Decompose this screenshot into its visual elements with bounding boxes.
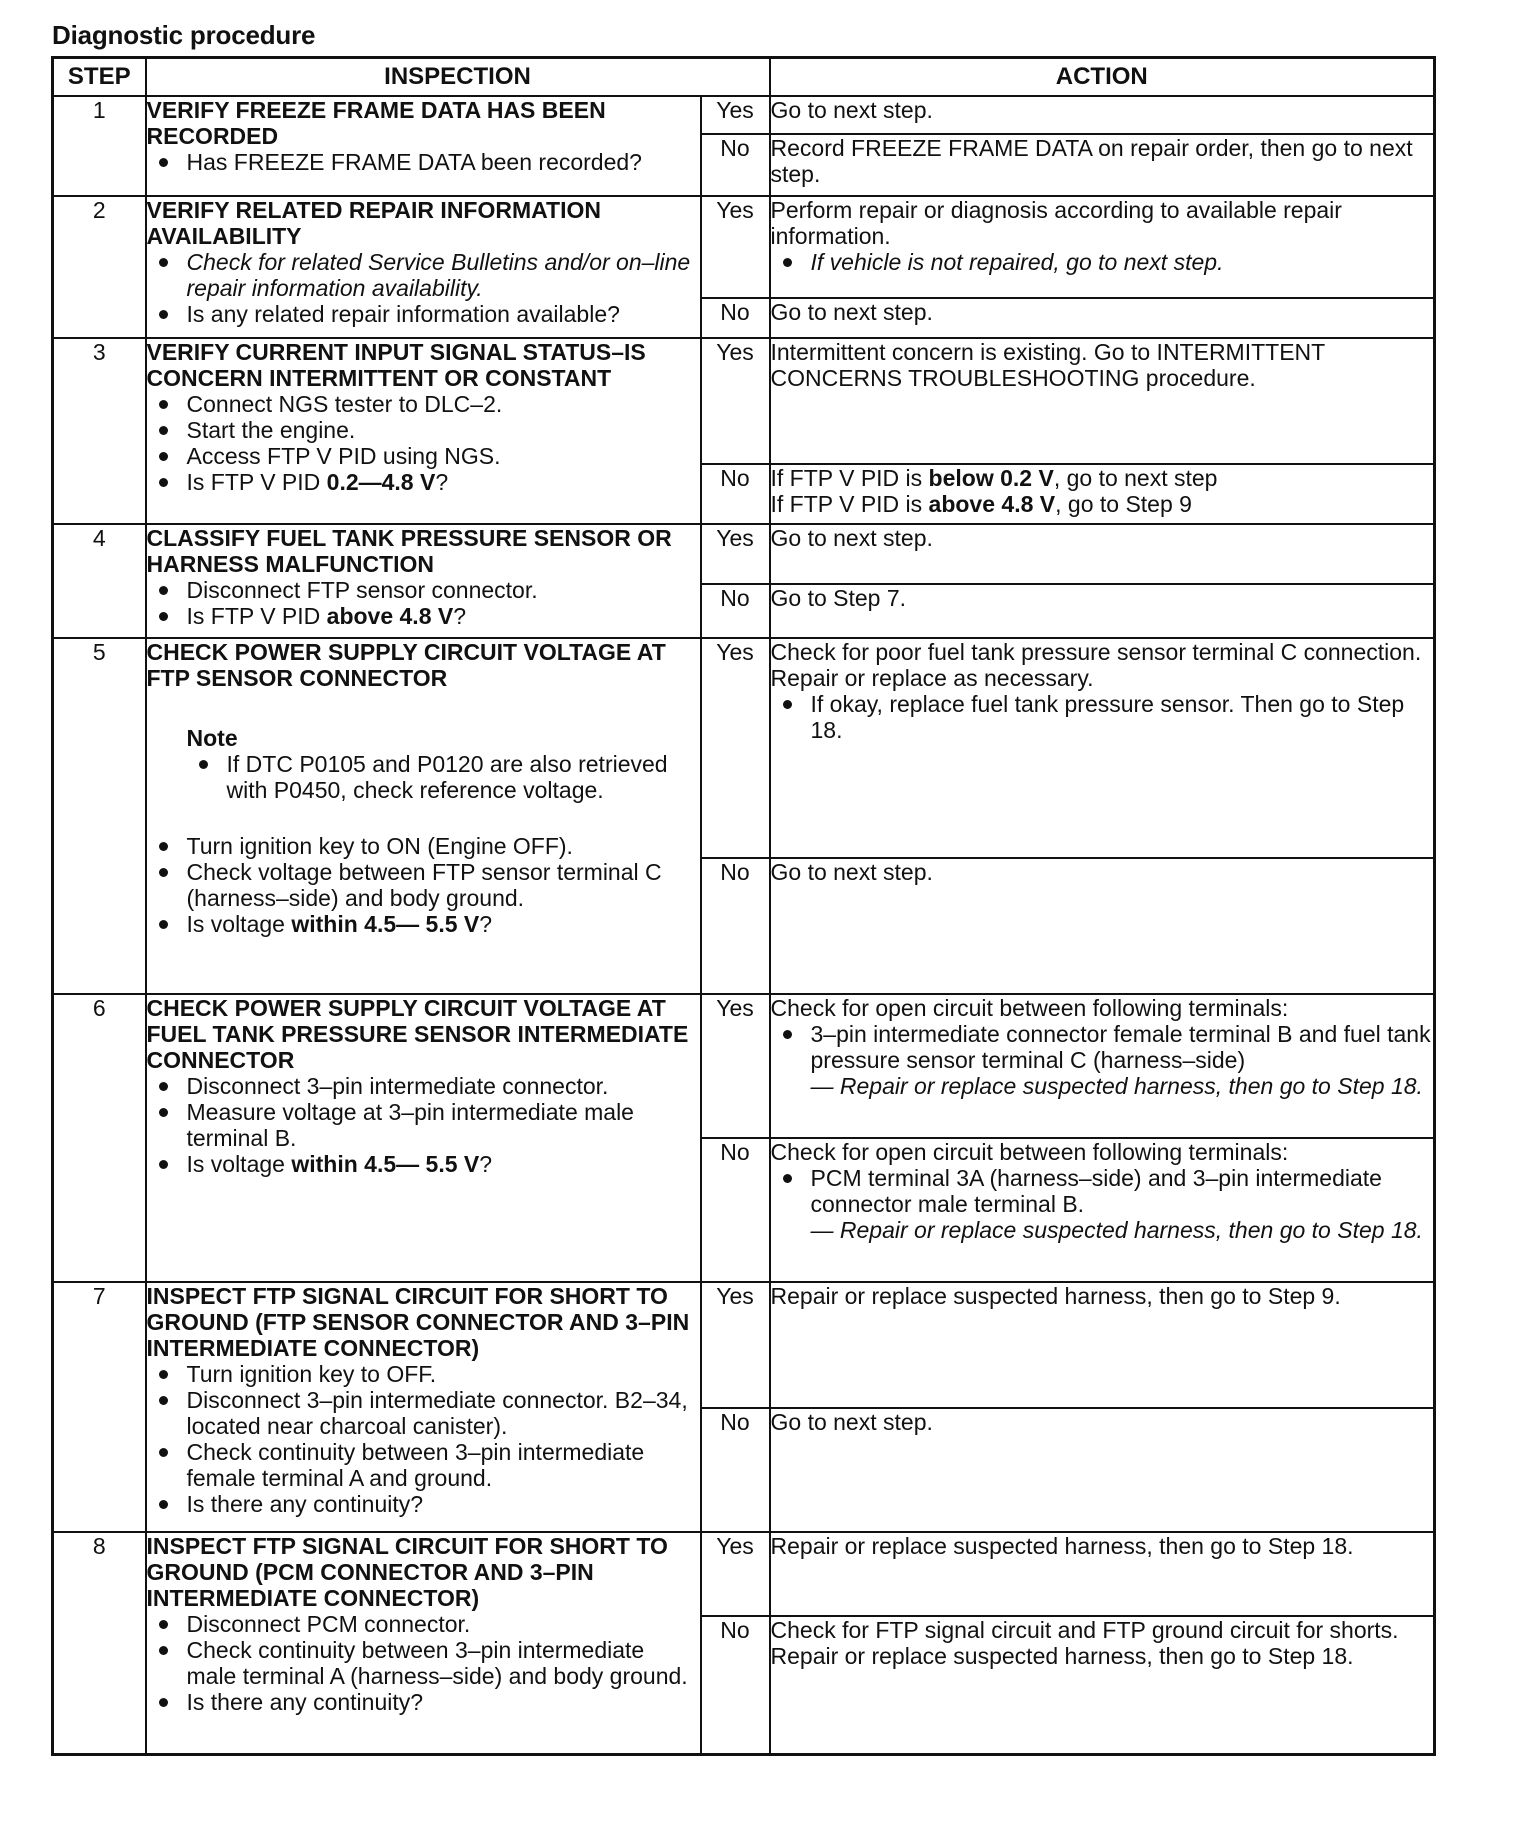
inspection-cell xyxy=(146,638,701,994)
inspection-cell xyxy=(146,338,701,524)
inspection-bullet: Check for related Service Bulletins and/or on–line repair information availability. xyxy=(147,249,700,301)
inspection-bullet: Disconnect 3–pin intermediate connector. B2–34, located near charcoal canister). xyxy=(147,1387,700,1439)
yes-label: Yes xyxy=(701,524,770,584)
inspection-heading: INSPECT FTP SIGNAL CIRCUIT FOR SHORT TO GROUND (FTP SENSOR CONNECTOR AND 3–PIN INTERMEDIATE CONNECTOR) xyxy=(146,1283,690,1361)
yes-label: Yes xyxy=(701,196,770,298)
inspection-bullet: Is there any continuity? xyxy=(147,1491,700,1517)
inspection-bullet: Access FTP V PID using NGS. xyxy=(147,443,700,469)
inspection-bullet: Disconnect FTP sensor connector. xyxy=(147,577,700,603)
inspection-bullet: Turn ignition key to OFF. xyxy=(147,1361,700,1387)
step-number: 8 xyxy=(53,1532,146,1754)
inspection-cell xyxy=(146,524,701,638)
page-title: Diagnostic procedure xyxy=(52,20,316,50)
step-number: 5 xyxy=(53,638,146,994)
table-header-row xyxy=(53,58,1435,97)
yes-label: Yes xyxy=(701,1532,770,1616)
inspection-heading: INSPECT FTP SIGNAL CIRCUIT FOR SHORT TO GROUND (PCM CONNECTOR AND 3–PIN INTERMEDIATE CONNECTOR) xyxy=(146,1533,668,1611)
inspection-bullet: Check continuity between 3–pin intermediate male terminal A (harness–side) and body ground. xyxy=(147,1637,700,1689)
action-yes: Repair or replace suspected harness, then go to Step 18. xyxy=(770,1532,1435,1616)
inspection-bullet: Has FREEZE FRAME DATA been recorded? xyxy=(147,149,700,175)
diagnostic-table xyxy=(51,56,1436,1756)
table-row xyxy=(53,1282,1435,1408)
inspection-bullet: Connect NGS tester to DLC–2. xyxy=(147,391,700,417)
inspection-bullet: Is voltage within 4.5— 5.5 V? xyxy=(147,1151,700,1177)
step-number: 3 xyxy=(53,338,146,524)
inspection-heading: VERIFY FREEZE FRAME DATA HAS BEEN RECORDED xyxy=(146,97,606,149)
action-text: Check for open circuit between following terminals: xyxy=(770,1139,1289,1165)
inspection-heading: CHECK POWER SUPPLY CIRCUIT VOLTAGE AT FUEL TANK PRESSURE SENSOR INTERMEDIATE CONNECTOR xyxy=(146,995,689,1073)
step-number: 7 xyxy=(53,1282,146,1532)
action-text: Check for open circuit between following terminals: xyxy=(770,995,1289,1021)
inspection-bullet: Turn ignition key to ON (Engine OFF). xyxy=(147,833,700,859)
yes-label: Yes xyxy=(701,96,770,134)
inspection-bullet: Is any related repair information available? xyxy=(147,301,700,327)
table-row xyxy=(53,524,1435,584)
inspection-bullet: Is FTP V PID 0.2—4.8 V? xyxy=(147,469,700,495)
inspection-bullet: Disconnect 3–pin intermediate connector. xyxy=(147,1073,700,1099)
action-bullet: 3–pin intermediate connector female terminal B and fuel tank pressure sensor terminal C (harness–side) xyxy=(771,1021,1434,1073)
action-line: If FTP V PID is below 0.2 V, go to next step xyxy=(770,465,1218,491)
action-yes: Intermittent concern is existing. Go to INTERMITTENT CONCERNS TROUBLESHOOTING procedure. xyxy=(770,338,1435,464)
step-number: 4 xyxy=(53,524,146,638)
action-bullet: If vehicle is not repaired, go to next step. xyxy=(771,249,1434,275)
action-text: Perform repair or diagnosis according to available repair information. xyxy=(770,197,1342,249)
inspection-heading: VERIFY CURRENT INPUT SIGNAL STATUS–IS CONCERN INTERMITTENT OR CONSTANT xyxy=(146,339,646,391)
inspection-heading: VERIFY RELATED REPAIR INFORMATION AVAILABILITY xyxy=(146,197,601,249)
action-no: Check for FTP signal circuit and FTP ground circuit for shorts. Repair or replace suspected harness, then go to Step 18. xyxy=(770,1616,1435,1754)
no-label: No xyxy=(701,584,770,638)
table-row xyxy=(53,96,1435,134)
inspection-cell xyxy=(146,196,701,338)
action-no: Go to Step 7. xyxy=(770,584,1435,638)
action-yes xyxy=(770,196,1435,298)
inspection-bullet: Check voltage between FTP sensor terminal C (harness–side) and body ground. xyxy=(147,859,700,911)
inspection-cell xyxy=(146,994,701,1282)
yes-label: Yes xyxy=(701,338,770,464)
column-header-inspection: INSPECTION xyxy=(146,58,770,97)
column-header-step: STEP xyxy=(53,58,146,97)
inspection-bullet: Measure voltage at 3–pin intermediate male terminal B. xyxy=(147,1099,700,1151)
inspection-heading: CHECK POWER SUPPLY CIRCUIT VOLTAGE AT FTP SENSOR CONNECTOR xyxy=(146,639,666,691)
no-label: No xyxy=(701,134,770,196)
inspection-bullet: Start the engine. xyxy=(147,417,700,443)
action-dash-note: — Repair or replace suspected harness, then go to Step 18. xyxy=(810,1073,1423,1099)
table-row xyxy=(53,994,1435,1138)
inspection-bullet: Is voltage within 4.5— 5.5 V? xyxy=(147,911,700,937)
inspection-cell xyxy=(146,96,701,196)
note-label: Note xyxy=(186,725,238,751)
inspection-bullet: Disconnect PCM connector. xyxy=(147,1611,700,1637)
inspection-cell xyxy=(146,1282,701,1532)
action-no xyxy=(770,464,1435,524)
action-no: Go to next step. xyxy=(770,858,1435,994)
step-number: 2 xyxy=(53,196,146,338)
inspection-bullet: Check continuity between 3–pin intermediate female terminal A and ground. xyxy=(147,1439,700,1491)
action-line: If FTP V PID is above 4.8 V, go to Step 9 xyxy=(770,491,1192,517)
table-row xyxy=(53,638,1435,858)
no-label: No xyxy=(701,1408,770,1532)
action-yes: Repair or replace suspected harness, then go to Step 9. xyxy=(770,1282,1435,1408)
action-yes: Go to next step. xyxy=(770,96,1435,134)
action-no: Go to next step. xyxy=(770,298,1435,338)
action-no: Go to next step. xyxy=(770,1408,1435,1532)
no-label: No xyxy=(701,1616,770,1754)
column-header-action: ACTION xyxy=(770,58,1435,97)
action-bullet: If okay, replace fuel tank pressure sensor. Then go to Step 18. xyxy=(771,691,1434,743)
inspection-bullet: Is there any continuity? xyxy=(147,1689,700,1715)
yes-label: Yes xyxy=(701,1282,770,1408)
action-dash-note: — Repair or replace suspected harness, then go to Step 18. xyxy=(810,1217,1423,1243)
step-number: 1 xyxy=(53,96,146,196)
inspection-bullet: Is FTP V PID above 4.8 V? xyxy=(147,603,700,629)
yes-label: Yes xyxy=(701,638,770,858)
action-no: Record FREEZE FRAME DATA on repair order, then go to next step. xyxy=(770,134,1435,196)
no-label: No xyxy=(701,858,770,994)
action-yes xyxy=(770,994,1435,1138)
step-number: 6 xyxy=(53,994,146,1282)
table-row xyxy=(53,338,1435,464)
no-label: No xyxy=(701,1138,770,1282)
action-yes xyxy=(770,638,1435,858)
table-row xyxy=(53,1532,1435,1616)
action-no xyxy=(770,1138,1435,1282)
note-block xyxy=(187,725,700,803)
yes-label: Yes xyxy=(701,994,770,1138)
note-bullet: If DTC P0105 and P0120 are also retrieved with P0450, check reference voltage. xyxy=(187,751,700,803)
inspection-cell xyxy=(146,1532,701,1754)
inspection-heading: CLASSIFY FUEL TANK PRESSURE SENSOR OR HARNESS MALFUNCTION xyxy=(146,525,672,577)
table-row xyxy=(53,196,1435,298)
action-yes: Go to next step. xyxy=(770,524,1435,584)
no-label: No xyxy=(701,298,770,338)
no-label: No xyxy=(701,464,770,524)
action-text: Check for poor fuel tank pressure sensor terminal C connection. Repair or replace as necessary. xyxy=(770,639,1422,691)
action-bullet: PCM terminal 3A (harness–side) and 3–pin intermediate connector male terminal B. xyxy=(771,1165,1434,1217)
